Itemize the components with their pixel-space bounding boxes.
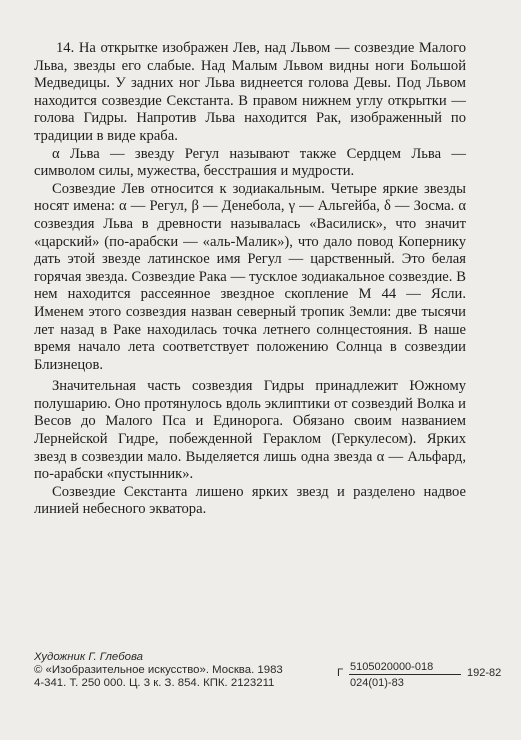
paragraph-5: Созвездие Секстанта лишено ярких звезд и разделено надвое линией небесного экватора. bbox=[34, 483, 466, 518]
paragraph-3: Созвездие Лев относится к зодиакальным. Четыре яркие звезды носят имена: α — Регул, β — Денебола, γ — Альгейба, δ — Зосма. α созвездия Льва в древности называлась «Василиск», что значит «царский» (по-арабски — «аль-Малик»), что дало повод Копернику дать этой звезде латинское имя Регул — царственный. Это белая горячая звезда. Созвездие Рака — тусклое зодиакальное созвездие. В нем находится рассеянное звездное скопление М 44 — Ясли. Именем этого созвездия назван северный тропик Земли: две тысячи лет назад в Раке находилась точка летнего солнцестояния. В наше время начало лета соответствует положению Солнца в созвездии Близнецов. bbox=[34, 180, 466, 373]
code-letter: Г bbox=[337, 667, 344, 679]
print-info-line: 4-341. Т. 250 000. Ц. 3 к. З. 854. КПК. 2123211 bbox=[34, 676, 275, 689]
code-numerator: 5105020000-018 bbox=[350, 661, 434, 673]
paragraph-4: Значительная часть созвездия Гидры принадлежит Южному полушарию. Оно протянулось вдоль эклиптики от созвездий Волка и Весов до Малого Пса и Единорога. Обязано своим названием Лернейской Гидре, побежденной Гераклом (Геркулесом). Ярких звезд в созвездии мало. Выделяется лишь одна звезда α — Альфард, по-арабски «пустынник». bbox=[34, 378, 466, 483]
imprint-credits bbox=[34, 651, 334, 689]
artist-credit: Художник Г. Глебова bbox=[34, 651, 144, 663]
paragraph-1: 14. На открытке изображен Лев, над Львом — созвездие Малого Льва, звезды его слабые. Над Малым Львом видны ноги Большой Медведицы. У задних ног Льва виднеется голова Девы. Под Львом находится созвездие Секстанта. В правом нижнем углу открытки — голова Гидры. Напротив Льва находится Рак, изображенный по традиции в виде краба. bbox=[34, 40, 466, 144]
code-fraction-rule bbox=[349, 674, 461, 675]
paragraph-2: α Льва — звезду Регул называют также Сердцем Льва — символом силы, мужества, бесстрашия и мудрости. bbox=[34, 145, 466, 180]
code-price: 192-82 bbox=[467, 667, 502, 679]
code-denominator: 024(01)-83 bbox=[350, 677, 404, 689]
article-text bbox=[34, 40, 466, 519]
publisher-line: © «Изобразительное искусство». Москва. 1983 bbox=[34, 663, 283, 676]
catalog-code bbox=[337, 661, 507, 691]
